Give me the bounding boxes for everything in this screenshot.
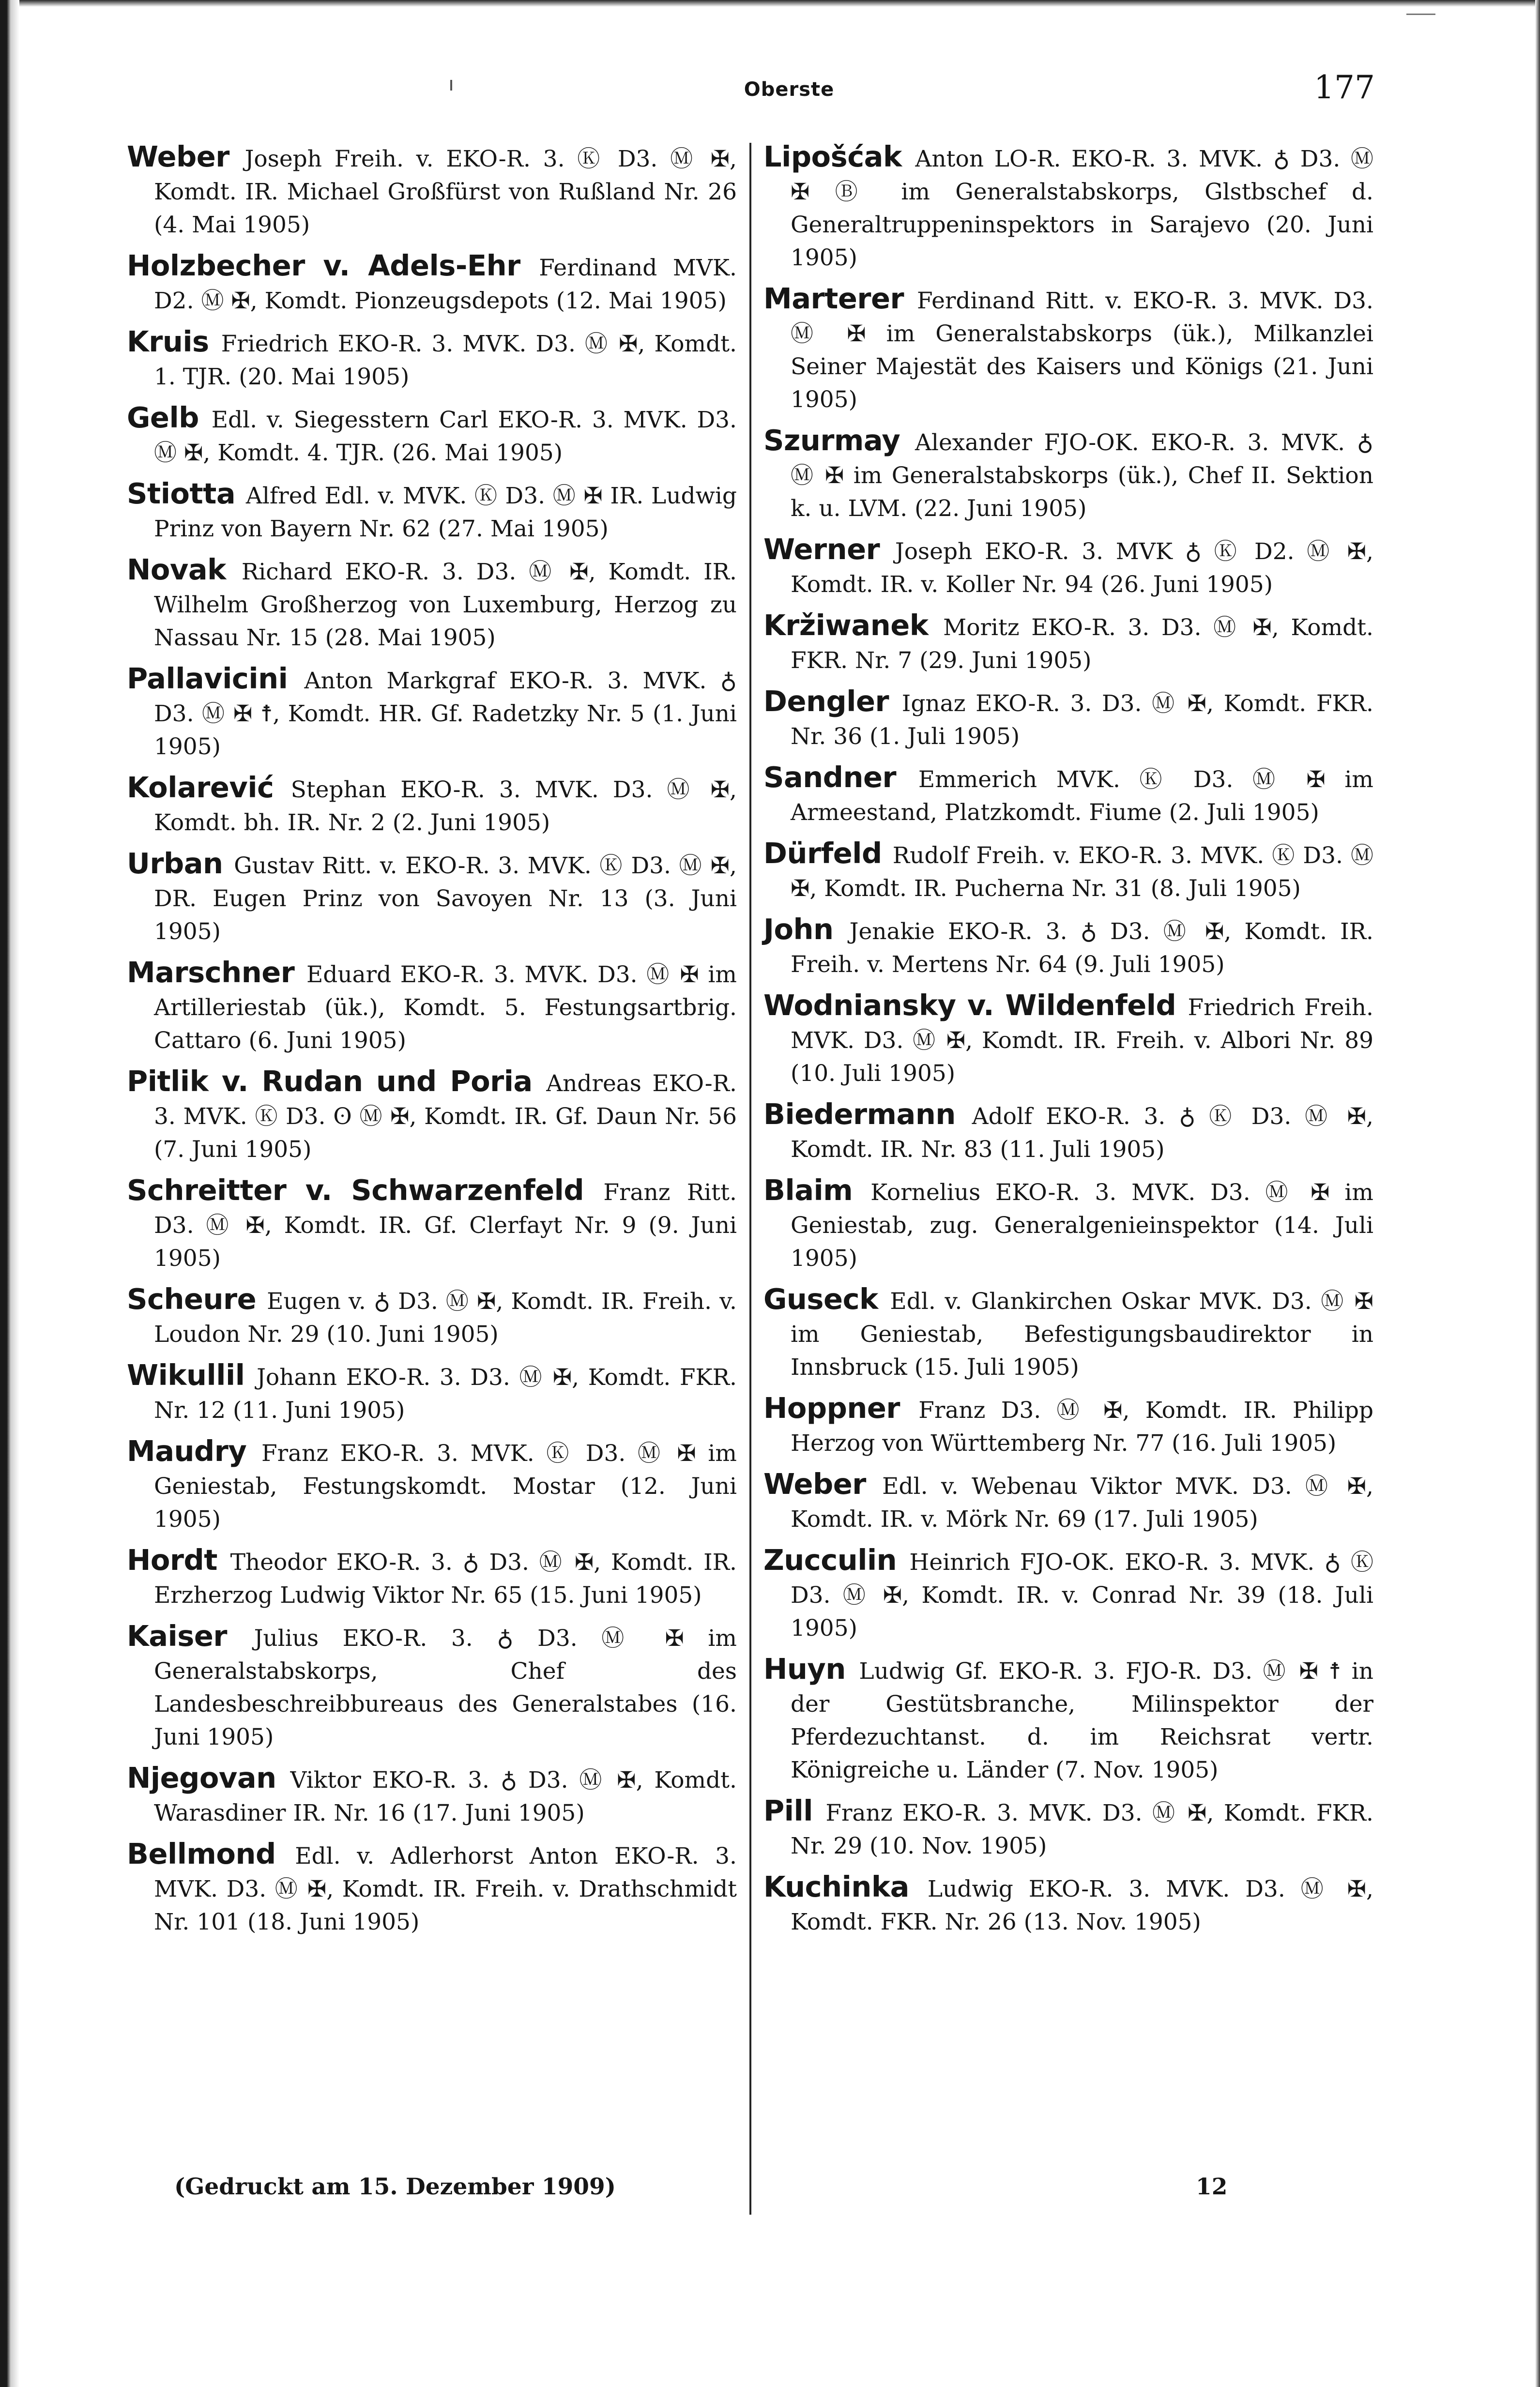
list-item	[127, 662, 737, 763]
entry-details: Stephan EKO-R. 3. MVK. D3. Ⓜ ✠, Komdt. bh. IR. Nr. 2 (2. Juni 1905)	[154, 776, 737, 836]
entry-surname: Kuchinka	[763, 1870, 909, 1903]
entry-surname: Weber	[127, 140, 229, 173]
entry-details: Gustav Ritt. v. EKO-R. 3. MVK. Ⓚ D3. Ⓜ ✠, DR. Eugen Prinz von Savoyen Nr. 13 (3. Juni 1905)	[154, 852, 737, 945]
entry-surname: Szurmay	[763, 424, 900, 457]
list-item	[127, 140, 737, 242]
list-item	[763, 1653, 1373, 1787]
list-item	[127, 477, 737, 546]
list-item	[763, 609, 1373, 677]
entry-surname: Pallavicini	[127, 662, 288, 695]
list-item	[127, 1620, 737, 1754]
list-item	[763, 1392, 1373, 1460]
entry-details: Emmerich MVK. Ⓚ D3. Ⓜ ✠ im Armeestand, Platzkomdt. Fiume (2. Juli 1905)	[791, 766, 1373, 826]
entry-details: Viktor EKO-R. 3. ♁ D3. Ⓜ ✠, Komdt. Warasdiner IR. Nr. 16 (17. Juni 1905)	[154, 1767, 737, 1826]
entry-details: Edl. v. Glankirchen Oskar MVK. D3. Ⓜ ✠ im Geniestab, Befestigungsbaudirektor in Innsbruck (15. Juli 1905)	[791, 1288, 1373, 1381]
entry-surname: Hoppner	[763, 1391, 900, 1425]
list-item	[127, 1838, 737, 1939]
entry-surname: Novak	[127, 553, 226, 586]
list-item	[127, 1359, 737, 1427]
list-item	[127, 1065, 737, 1166]
list-item	[763, 1098, 1373, 1166]
entry-surname: Maudry	[127, 1434, 247, 1468]
list-item	[127, 1435, 737, 1536]
entry-details: Edl. v. Adlerhorst Anton EKO-R. 3. MVK. D3. Ⓜ ✠, Komdt. IR. Freih. v. Drathschmidt Nr. 101 (18. Juni 1905)	[154, 1843, 737, 1935]
list-item	[127, 1762, 737, 1830]
list-item	[763, 761, 1373, 829]
entry-details: Anton Markgraf EKO-R. 3. MVK. ♁ D3. Ⓜ ✠ ☨, Komdt. HR. Gf. Radetzky Nr. 5 (1. Juni 1905)	[154, 668, 737, 760]
list-item	[763, 913, 1373, 981]
entry-surname: Kruis	[127, 325, 209, 358]
entry-details: Eduard EKO-R. 3. MVK. D3. Ⓜ ✠ im Artilleriestab (ük.), Komdt. 5. Festungsartbrig. Cattaro (6. Juni 1905)	[154, 961, 737, 1054]
entry-surname: Kržiwanek	[763, 608, 929, 642]
entry-surname: Scheure	[127, 1282, 257, 1316]
signature-mark: 12	[1196, 2174, 1228, 2200]
entry-surname: Stiotta	[127, 477, 236, 510]
list-item	[763, 424, 1373, 525]
entry-details: Ferdinand MVK. D2. Ⓜ ✠, Komdt. Pionzeugsdepots (12. Mai 1905)	[154, 255, 737, 314]
print-speck	[1406, 14, 1435, 15]
entry-details: Julius EKO-R. 3. ♁ D3. Ⓜ ✠ im Generalstabskorps, Chef des Landesbeschreibbureaus des Generalstabes (16. Juni 1905)	[154, 1625, 737, 1750]
list-item	[763, 282, 1373, 416]
entry-surname: Hordt	[127, 1543, 217, 1577]
entry-surname: Sandner	[763, 760, 897, 794]
entry-surname: Blaim	[763, 1173, 853, 1207]
entry-details: Ludwig EKO-R. 3. MVK. D3. Ⓜ ✠, Komdt. FKR. Nr. 26 (13. Nov. 1905)	[791, 1876, 1374, 1935]
list-item	[127, 325, 737, 394]
entry-surname: Marschner	[127, 956, 295, 989]
column-divider	[749, 143, 751, 2215]
left-column	[127, 140, 737, 1946]
list-item	[763, 837, 1373, 905]
entry-details: Franz EKO-R. 3. MVK. Ⓚ D3. Ⓜ ✠ im Geniestab, Festungskomdt. Mostar (12. Juni 1905)	[154, 1440, 737, 1533]
entry-details: Moritz EKO-R. 3. D3. Ⓜ ✠, Komdt. FKR. Nr. 7 (29. Juni 1905)	[791, 614, 1373, 674]
entry-surname: Kolarević	[127, 771, 274, 804]
entry-details: Heinrich FJO-OK. EKO-R. 3. MVK. ♁ Ⓚ D3. Ⓜ ✠, Komdt. IR. v. Conrad Nr. 39 (18. Juli 1905)	[791, 1549, 1373, 1642]
entry-details: Franz Ritt. D3. Ⓜ ✠, Komdt. IR. Gf. Clerfayt Nr. 9 (9. Juni 1905)	[154, 1179, 737, 1272]
entry-details: Jenakie EKO-R. 3. ♁ D3. Ⓜ ✠, Komdt. IR. Freih. v. Mertens Nr. 64 (9. Juli 1905)	[791, 918, 1373, 978]
entry-surname: Gelb	[127, 401, 199, 434]
entry-details: Joseph EKO-R. 3. MVK ♁ Ⓚ D2. Ⓜ ✠, Komdt. IR. v. Koller Nr. 94 (26. Juni 1905)	[791, 538, 1373, 598]
list-item	[127, 249, 737, 318]
list-item	[127, 956, 737, 1057]
entry-details: Ferdinand Ritt. v. EKO-R. 3. MVK. D3. Ⓜ ✠ im Generalstabskorps (ük.), Milkanzlei Seiner Majestät des Kaisers und Königs (21. Juni 1905)	[791, 288, 1373, 413]
entry-details: Friedrich Freih. MVK. D3. Ⓜ ✠, Komdt. IR. Freih. v. Albori Nr. 89 (10. Juli 1905)	[791, 994, 1373, 1087]
list-item	[127, 553, 737, 654]
entry-details: Alexander FJO-OK. EKO-R. 3. MVK. ♁ Ⓜ ✠ im Generalstabskorps (ük.), Chef II. Sektion k. u. LVM. (22. Juni 1905)	[791, 429, 1373, 522]
print-speck	[450, 80, 452, 91]
scan-edge-right	[1535, 0, 1540, 2387]
entry-surname: Guseck	[763, 1282, 878, 1316]
list-item	[763, 685, 1373, 753]
right-column	[763, 140, 1373, 1946]
running-header: Oberste	[744, 78, 835, 101]
entry-surname: Marterer	[763, 282, 904, 315]
list-item	[763, 140, 1373, 274]
entry-surname: Pitlik v. Rudan und Poria	[127, 1064, 533, 1098]
entry-details: Joseph Freih. v. EKO-R. 3. Ⓚ D3. Ⓜ ✠, Komdt. IR. Michael Großfürst von Rußland Nr. 26 (4. Mai 1905)	[154, 146, 737, 238]
entry-surname: Dürfeld	[763, 836, 882, 870]
entry-surname: Urban	[127, 847, 223, 880]
scan-edge-top	[19, 0, 1540, 7]
entry-details: Edl. v. Webenau Viktor MVK. D3. Ⓜ ✠, Komdt. IR. v. Mörk Nr. 69 (17. Juli 1905)	[791, 1473, 1373, 1533]
entry-details: Franz D3. Ⓜ ✠, Komdt. IR. Philipp Herzog von Württemberg Nr. 77 (16. Juli 1905)	[791, 1397, 1373, 1457]
list-item	[763, 1174, 1373, 1275]
entry-surname: Wodniansky v. Wildenfeld	[763, 988, 1176, 1022]
entry-details: Andreas EKO-R. 3. MVK. Ⓚ D3. ʘ Ⓜ ✠, Komdt. IR. Gf. Daun Nr. 56 (7. Juni 1905)	[154, 1070, 737, 1163]
list-item	[127, 401, 737, 470]
entry-details: Ludwig Gf. EKO-R. 3. FJO-R. D3. Ⓜ ✠ ☨ in der Gestütsbranche, Milinspektor der Pferdezuchtanst. d. im Reichsrat vertr. Königreiche u. Länder (7. Nov. 1905)	[791, 1658, 1373, 1783]
entry-surname: Wikullil	[127, 1358, 245, 1392]
list-item	[127, 1544, 737, 1612]
entry-surname: Werner	[763, 532, 880, 566]
entry-surname: Holzbecher v. Adels-Ehr	[127, 249, 520, 282]
list-item	[763, 1283, 1373, 1384]
entry-details: Edl. v. Siegesstern Carl EKO-R. 3. MVK. D3. Ⓜ ✠, Komdt. 4. TJR. (26. Mai 1905)	[154, 407, 737, 466]
scan-edge-left	[0, 0, 19, 2387]
entry-details: Johann EKO-R. 3. D3. Ⓜ ✠, Komdt. FKR. Nr. 12 (11. Juni 1905)	[154, 1364, 737, 1424]
entry-details: Adolf EKO-R. 3. ♁ Ⓚ D3. Ⓜ ✠, Komdt. IR. Nr. 83 (11. Juli 1905)	[791, 1103, 1373, 1163]
entry-surname: Schreitter v. Schwarzenfeld	[127, 1173, 584, 1207]
list-item	[763, 1544, 1373, 1645]
entry-details: Rudolf Freih. v. EKO-R. 3. MVK. Ⓚ D3. Ⓜ ✠, Komdt. IR. Pucherna Nr. 31 (8. Juli 1905)	[791, 842, 1373, 902]
list-item	[763, 1468, 1373, 1536]
entry-surname: Biedermann	[763, 1097, 956, 1131]
entry-details: Ignaz EKO-R. 3. D3. Ⓜ ✠, Komdt. FKR. Nr. 36 (1. Juli 1905)	[791, 690, 1373, 750]
entry-surname: Lipošćak	[763, 140, 902, 173]
list-item	[127, 1174, 737, 1275]
list-item	[763, 989, 1373, 1090]
list-item	[763, 1794, 1373, 1863]
print-date-note: (Gedruckt am 15. Dezember 1909)	[174, 2174, 616, 2200]
entry-surname: Bellmond	[127, 1837, 276, 1870]
list-item	[127, 847, 737, 948]
entry-surname: Zucculin	[763, 1543, 897, 1577]
list-item	[763, 1870, 1373, 1939]
entry-details: Theodor EKO-R. 3. ♁ D3. Ⓜ ✠, Komdt. IR. Erzherzog Ludwig Viktor Nr. 65 (15. Juni 1905)	[154, 1549, 737, 1609]
entry-surname: Kaiser	[127, 1619, 227, 1653]
entry-surname: John	[763, 912, 834, 946]
entry-details: Alfred Edl. v. MVK. Ⓚ D3. Ⓜ ✠ IR. Ludwig Prinz von Bayern Nr. 62 (27. Mai 1905)	[154, 483, 737, 542]
page-number: 177	[1314, 69, 1375, 106]
entry-surname: Dengler	[763, 684, 889, 718]
entry-surname: Huyn	[763, 1652, 846, 1686]
list-item	[127, 1283, 737, 1351]
entry-details: Kornelius EKO-R. 3. MVK. D3. Ⓜ ✠ im Geniestab, zug. Generalgenieinspektor (14. Juli 1905)	[791, 1179, 1373, 1272]
entry-details: Richard EKO-R. 3. D3. Ⓜ ✠, Komdt. IR. Wilhelm Großherzog von Luxemburg, Herzog zu Nassau Nr. 15 (28. Mai 1905)	[154, 559, 737, 651]
list-item	[763, 533, 1373, 601]
entry-details: Franz EKO-R. 3. MVK. D3. Ⓜ ✠, Komdt. FKR. Nr. 29 (10. Nov. 1905)	[791, 1800, 1373, 1859]
entry-details: Eugen v. ♁ D3. Ⓜ ✠, Komdt. IR. Freih. v. Loudon Nr. 29 (10. Juni 1905)	[154, 1288, 737, 1348]
list-item	[127, 771, 737, 839]
entry-surname: Njegovan	[127, 1761, 276, 1794]
entry-surname: Pill	[763, 1794, 813, 1827]
entry-surname: Weber	[763, 1467, 866, 1501]
entry-details: Friedrich EKO-R. 3. MVK. D3. Ⓜ ✠, Komdt. 1. TJR. (20. Mai 1905)	[154, 331, 737, 390]
entry-details: Anton LO-R. EKO-R. 3. MVK. ♁ D3. Ⓜ ✠ Ⓑ im Generalstabskorps, Glstbschef d. Generaltruppeninspektors in Sarajevo (20. Juni 1905)	[791, 146, 1373, 271]
